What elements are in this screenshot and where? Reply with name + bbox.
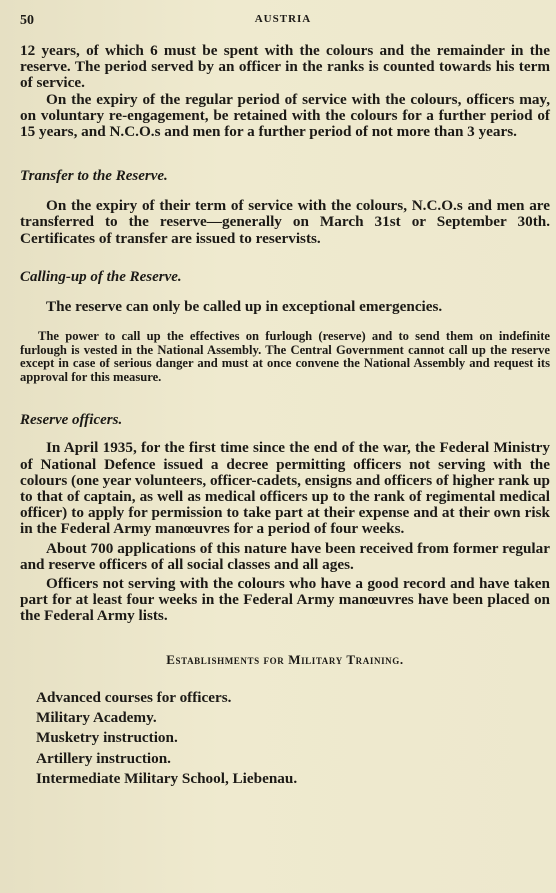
paragraph-calling-up: The reserve can only be called up in exceptional emergencies. (46, 297, 443, 315)
paragraph-service-term: 12 years, of which 6 must be spent with the colours and the remainder in the reserve. The period served by an officer in the ranks is counted towards his term of service. (20, 42, 550, 92)
list-item: Military Academy. (36, 708, 157, 726)
paragraph-reserve-officers-applications: About 700 applications of this nature have been received from former regular and reserve officers of all social classes and all ages. (20, 539, 550, 573)
paragraph-re-engagement: On the expiry of the regular period of service with the colours, officers may, on voluntary re-engagement, be retained with the colours for a further period of 15 years, and N.C.O.s and men for a further period of not more than 3 years. (20, 90, 550, 141)
section-title-establishments: Establishments for Military Training. (166, 651, 404, 667)
list-item: Intermediate Military School, Liebenau. (36, 769, 298, 787)
establishments-list (20, 688, 550, 789)
list-item: Artillery instruction. (36, 749, 171, 767)
heading-reserve-officers: Reserve officers. (20, 412, 123, 429)
paragraph-reserve-officers-decree: In April 1935, for the first time since the end of the war, the Federal Ministry of National Defence issued a decree permitting officers not serving with the colours (one year volunteers, officer-cadets, ensigns and officers of higher rank up to that of captain, as well as medical officers up to the rank of regimental medical officer) to apply for permission to take part at their expense and at their own risk in the Federal Army manœuvres for a period of four weeks. (20, 439, 550, 538)
heading-calling-up: Calling-up of the Reserve. (20, 268, 182, 285)
page-number: 50 (20, 13, 34, 28)
list-item: Musketry instruction. (36, 729, 178, 747)
heading-transfer-reserve: Transfer to the Reserve. (20, 168, 168, 185)
note-calling-up: The power to call up the effectives on furlough (reserve) and to send them on indefinite furlough is vested in the National Assembly. The Central Government cannot call up the reserve except in case of serious danger and must at once convene the National Assembly and request its approval for this measure. (20, 329, 550, 384)
page-header (20, 13, 546, 29)
paragraph-reserve-officers-lists: Officers not serving with the colours who have a good record and have taken part for at least four weeks in the Federal Army manœuvres have been placed on the Federal Army lists. (20, 575, 550, 625)
list-item: Advanced courses for officers. (36, 688, 232, 706)
page-body (20, 43, 550, 789)
paragraph-transfer-reserve: On the expiry of their term of service with the colours, N.C.O.s and men are transferred to the reserve—generally on March 31st or September 30th. Certificates of transfer are issued to reservists. (20, 197, 550, 247)
running-head: AUSTRIA (254, 13, 312, 25)
